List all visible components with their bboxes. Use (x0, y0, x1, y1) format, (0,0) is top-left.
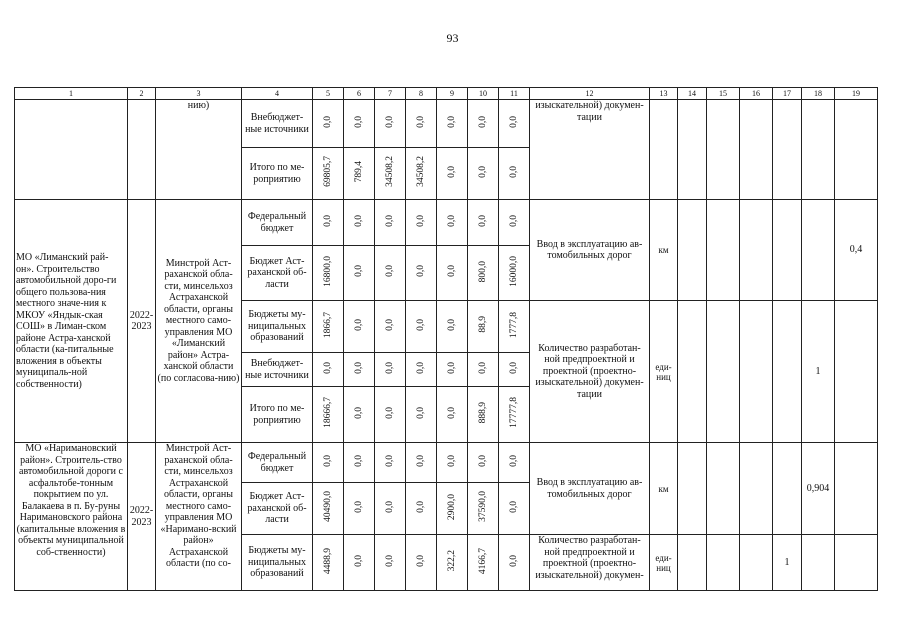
value-cell: 0,0 (499, 353, 530, 387)
year-cell (707, 100, 740, 200)
indicator-value: 0,904 (802, 443, 835, 535)
value-cell: 0,0 (406, 200, 437, 246)
value-cell: 0,0 (313, 200, 344, 246)
value-cell: 88,9 (468, 301, 499, 353)
header-cell: 4 (242, 88, 313, 100)
header-cell: 18 (802, 88, 835, 100)
year-cell (773, 301, 802, 443)
year-cell (802, 535, 835, 591)
header-row (15, 88, 878, 100)
budget-table (14, 87, 878, 591)
table-row (15, 443, 878, 483)
value-cell: 0,0 (437, 443, 468, 483)
header-cell: 13 (650, 88, 678, 100)
year-cell (678, 100, 707, 200)
header-cell: 6 (344, 88, 375, 100)
year-cell (678, 301, 707, 443)
value-cell: 0,0 (375, 301, 406, 353)
value-cell: 0,0 (468, 148, 499, 200)
indicator-text: Количество разработан-ной предпроектной и проектной (проектно-изыскательной) докумен-тации (530, 301, 650, 443)
value-cell: 40490,0 (313, 483, 344, 535)
header-cell: 15 (707, 88, 740, 100)
value-cell: 16000,0 (499, 246, 530, 301)
value-cell: 2900,0 (437, 483, 468, 535)
value-cell: 0,0 (406, 353, 437, 387)
cont-c3: нию) (156, 100, 242, 200)
value-cell: 0,0 (437, 301, 468, 353)
value-cell: 322,2 (437, 535, 468, 591)
year-cell (773, 200, 802, 301)
header-cell: 14 (678, 88, 707, 100)
value-cell: 0,0 (437, 246, 468, 301)
header-cell: 16 (740, 88, 773, 100)
year-cell (678, 443, 707, 535)
value-cell: 37590,0 (468, 483, 499, 535)
header-cell: 19 (835, 88, 878, 100)
year-cell (740, 200, 773, 301)
source-label: Федеральный бюджет (242, 200, 313, 246)
executor-cell: Минстрой Аст-раханской обла-сти, минсельхоз Астраханской области, органы местного само-управления МО «Наримано-вский район» Астраханской области (по со- (156, 443, 242, 591)
value-cell: 0,0 (468, 100, 499, 148)
value-cell: 0,0 (468, 200, 499, 246)
table-row (15, 100, 878, 148)
indicator-text: изыскательной) докумен-тации (530, 100, 650, 200)
executor-cell: Минстрой Аст-раханской обла-сти, минсельхоз Астраханской области, органы местного само-управления МО «Лиманский район» Астра-ханской области (по согласова-нию) (156, 200, 242, 443)
value-cell: 888,9 (468, 387, 499, 443)
value-cell: 0,0 (437, 148, 468, 200)
year-cell (773, 443, 802, 535)
year-cell (707, 301, 740, 443)
value-cell: 0,0 (406, 246, 437, 301)
value-cell: 0,0 (344, 353, 375, 387)
value-cell: 800,0 (468, 246, 499, 301)
value-cell: 0,0 (499, 443, 530, 483)
year-cell (835, 535, 878, 591)
header-cell: 7 (375, 88, 406, 100)
value-cell: 0,0 (344, 200, 375, 246)
year-cell (740, 443, 773, 535)
year-cell (835, 301, 878, 443)
value-cell: 0,0 (406, 443, 437, 483)
value-cell: 0,0 (406, 100, 437, 148)
year-cell (678, 535, 707, 591)
header-cell: 5 (313, 88, 344, 100)
value-cell: 0,0 (437, 100, 468, 148)
unit-cell: км (650, 200, 678, 301)
value-cell: 0,0 (406, 483, 437, 535)
measure-description: МО «Лиманский рай-он». Строительство автомобильной доро-ги общего пользова-ния местного значе-ния к МКОУ «Яндык-ская СОШ» в Лиман-ском районе Астра-ханской области (ка-питальные вложения в объекты муниципаль-ной собственности) (15, 200, 128, 443)
value-cell: 0,0 (499, 483, 530, 535)
indicator-text: Ввод в эксплуатацию ав-томобильных дорог (530, 443, 650, 535)
year-cell (678, 200, 707, 301)
value-cell: 0,0 (313, 100, 344, 148)
value-cell: 0,0 (375, 353, 406, 387)
value-cell: 0,0 (375, 535, 406, 591)
source-label: Итого по ме-роприятию (242, 148, 313, 200)
year-cell (835, 443, 878, 535)
year-cell (707, 443, 740, 535)
value-cell: 0,0 (406, 535, 437, 591)
value-cell: 0,0 (375, 443, 406, 483)
indicator-text: Ввод в эксплуатацию ав-томобильных дорог (530, 200, 650, 301)
header-cell: 9 (437, 88, 468, 100)
period-cell: 2022-2023 (128, 200, 156, 443)
header-cell: 3 (156, 88, 242, 100)
unit-cell: км (650, 443, 678, 535)
value-cell: 0,0 (344, 246, 375, 301)
value-cell: 1866,7 (313, 301, 344, 353)
cont-c1 (15, 100, 128, 200)
value-cell: 0,0 (499, 200, 530, 246)
value-cell: 0,0 (344, 301, 375, 353)
source-label: Итого по ме-роприятию (242, 387, 313, 443)
year-cell (740, 100, 773, 200)
header-cell: 17 (773, 88, 802, 100)
year-cell (740, 535, 773, 591)
value-cell: 34508,2 (406, 148, 437, 200)
source-label: Внебюджет-ные источники (242, 100, 313, 148)
value-cell: 0,0 (468, 353, 499, 387)
value-cell: 0,0 (375, 100, 406, 148)
value-cell: 0,0 (344, 443, 375, 483)
value-cell: 0,0 (313, 443, 344, 483)
header-cell: 10 (468, 88, 499, 100)
measure-description: МО «Наримановский район». Строитель-ство автомобильной дороги с асфальтобе-тонным покрытием по ул. Балакаева в п. Бу-руны Наримановского района (капитальные вложения в объекты муниципальной соб-ственности) (15, 443, 128, 591)
value-cell: 0,0 (375, 483, 406, 535)
indicator-text: Количество разработан-ной предпроектной и проектной (проектно-изыскательной) докумен- (530, 535, 650, 591)
year-cell (707, 535, 740, 591)
value-cell: 0,0 (437, 200, 468, 246)
value-cell: 18666,7 (313, 387, 344, 443)
value-cell: 0,0 (499, 148, 530, 200)
value-cell: 0,0 (313, 353, 344, 387)
source-label: Бюджеты му-ниципальных образований (242, 301, 313, 353)
indicator-value: 1 (802, 301, 835, 443)
unit-cell (650, 100, 678, 200)
year-cell (740, 301, 773, 443)
year-cell (802, 100, 835, 200)
year-cell (802, 200, 835, 301)
cont-c2 (128, 100, 156, 200)
value-cell: 0,0 (344, 100, 375, 148)
value-cell: 4488,9 (313, 535, 344, 591)
value-cell: 17777,8 (499, 387, 530, 443)
header-cell: 11 (499, 88, 530, 100)
value-cell: 0,0 (406, 387, 437, 443)
value-cell: 0,0 (437, 387, 468, 443)
value-cell: 0,0 (406, 301, 437, 353)
source-label: Федеральный бюджет (242, 443, 313, 483)
value-cell: 0,0 (499, 100, 530, 148)
indicator-value: 0,4 (835, 200, 878, 301)
source-label: Бюджеты му-ниципальных образований (242, 535, 313, 591)
value-cell: 0,0 (344, 535, 375, 591)
unit-cell: еди-ниц (650, 301, 678, 443)
table-row (15, 200, 878, 246)
source-label: Бюджет Аст-раханской об-ласти (242, 483, 313, 535)
value-cell: 69805,7 (313, 148, 344, 200)
year-cell (835, 100, 878, 200)
header-cell: 12 (530, 88, 650, 100)
value-cell: 0,0 (344, 483, 375, 535)
value-cell: 1777,8 (499, 301, 530, 353)
value-cell: 4166,7 (468, 535, 499, 591)
value-cell: 0,0 (375, 200, 406, 246)
year-cell (707, 200, 740, 301)
value-cell: 0,0 (437, 353, 468, 387)
year-cell (773, 100, 802, 200)
page-number: 93 (446, 31, 459, 45)
value-cell: 0,0 (375, 246, 406, 301)
value-cell: 0,0 (344, 387, 375, 443)
period-cell: 2022-2023 (128, 443, 156, 591)
unit-cell: еди-ниц (650, 535, 678, 591)
budget-table-wrapper (14, 87, 878, 591)
value-cell: 0,0 (468, 443, 499, 483)
source-label: Внебюджет-ные источники (242, 353, 313, 387)
value-cell: 0,0 (499, 535, 530, 591)
indicator-value: 1 (773, 535, 802, 591)
value-cell: 34508,2 (375, 148, 406, 200)
value-cell: 16800,0 (313, 246, 344, 301)
header-cell: 2 (128, 88, 156, 100)
value-cell: 0,0 (375, 387, 406, 443)
value-cell: 789,4 (344, 148, 375, 200)
header-cell: 8 (406, 88, 437, 100)
source-label: Бюджет Аст-раханской об-ласти (242, 246, 313, 301)
header-cell: 1 (15, 88, 128, 100)
